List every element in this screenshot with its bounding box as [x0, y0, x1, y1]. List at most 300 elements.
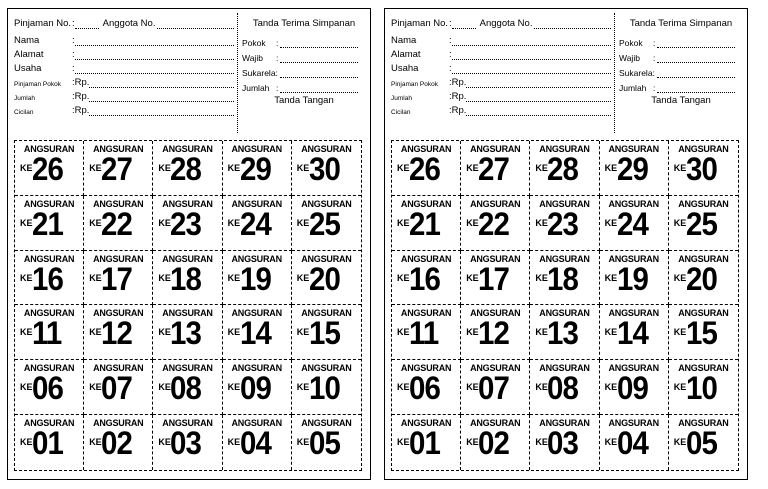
coupon-number: 13: [547, 315, 579, 352]
coupon-heading: ANGSURAN: [301, 253, 352, 264]
installment-grid: [391, 140, 739, 471]
coupon-prefix: KE: [397, 327, 410, 338]
coupon-heading: ANGSURAN: [231, 308, 282, 319]
coupon-prefix: KE: [466, 327, 479, 338]
name-label: Nama: [391, 35, 417, 46]
coupon-heading: ANGSURAN: [608, 418, 659, 429]
coupon-number: 21: [32, 205, 63, 242]
coupon-prefix: KE: [466, 217, 479, 228]
coupon-heading: ANGSURAN: [539, 253, 590, 264]
coupon-prefix: KE: [296, 437, 310, 448]
installment-coupon: [392, 305, 461, 360]
coupon-number: 29: [239, 151, 271, 187]
coupon-heading: ANGSURAN: [301, 363, 352, 374]
business-field: [75, 65, 234, 74]
installment-coupon: [669, 415, 738, 470]
coupon-prefix: KE: [227, 382, 241, 393]
installment-coupon: [530, 141, 599, 196]
installment-coupon: [223, 415, 292, 470]
coupon-heading: ANGSURAN: [231, 418, 282, 429]
coupon-prefix: KE: [535, 437, 548, 448]
wajib-row: Wajib :: [242, 48, 366, 63]
installment-label: Cicilan: [391, 109, 411, 116]
coupon-prefix: KE: [673, 327, 687, 338]
coupon-prefix: KE: [466, 163, 479, 173]
coupon-heading: ANGSURAN: [162, 363, 213, 374]
coupon-number: 22: [101, 205, 133, 242]
sukarela-row: [242, 63, 366, 78]
total-label: Jumlah: [391, 95, 412, 102]
coupon-heading: ANGSURAN: [678, 198, 729, 209]
coupon-number: 17: [101, 260, 133, 297]
wajib-label: Wajib: [619, 53, 640, 63]
installment-coupon: [600, 251, 669, 306]
installment-coupon: [530, 360, 599, 415]
coupon-heading: ANGSURAN: [23, 198, 75, 209]
coupon-prefix: KE: [20, 272, 33, 283]
jumlah-label: Jumlah: [619, 83, 647, 93]
coupon-prefix: KE: [673, 217, 687, 228]
total-field: [89, 93, 234, 102]
total-label: Jumlah: [14, 95, 35, 102]
coupon-number: 04: [616, 425, 648, 462]
coupon-number: 07: [101, 370, 133, 407]
coupon-prefix: KE: [158, 382, 171, 393]
name-row: Nama :: [14, 32, 236, 46]
name-field: [452, 37, 611, 46]
coupon-heading: ANGSURAN: [470, 253, 521, 264]
coupon-number: 02: [478, 425, 510, 462]
coupon-number: 01: [409, 425, 440, 462]
business-row: Usaha :: [14, 60, 236, 74]
principal-field: [89, 79, 234, 88]
coupon-heading: ANGSURAN: [231, 144, 282, 154]
coupon-number: 04: [239, 425, 271, 462]
wajib-label: Wajib: [242, 53, 263, 63]
coupon-prefix: KE: [89, 217, 102, 228]
coupon-heading: ANGSURAN: [608, 198, 659, 209]
coupon-prefix: KE: [673, 272, 687, 283]
coupon-prefix: KE: [296, 327, 310, 338]
installment-row: Cicilan :Rp.: [391, 102, 613, 116]
installment-coupon: [600, 305, 669, 360]
installment-coupon: [669, 196, 738, 251]
coupon-prefix: KE: [466, 382, 479, 393]
installment-coupon: [292, 141, 361, 196]
installment-coupon: [461, 251, 530, 306]
coupon-number: 12: [101, 315, 133, 352]
coupon-number: 20: [308, 260, 340, 297]
coupon-number: 26: [409, 151, 440, 187]
coupon-heading: ANGSURAN: [231, 253, 282, 264]
coupon-prefix: KE: [535, 163, 548, 173]
coupon-prefix: KE: [296, 163, 310, 173]
coupon-heading: ANGSURAN: [23, 144, 75, 154]
coupon-heading: ANGSURAN: [23, 363, 75, 374]
coupon-heading: ANGSURAN: [400, 253, 452, 264]
installment-coupon: [392, 360, 461, 415]
section-divider: [237, 13, 238, 133]
coupon-heading: ANGSURAN: [608, 144, 659, 154]
jumlah-row: Jumlah :: [619, 78, 743, 93]
coupon-heading: ANGSURAN: [162, 308, 213, 319]
name-label: Nama: [14, 35, 40, 46]
coupon-number: 25: [308, 205, 340, 242]
coupon-heading: ANGSURAN: [608, 308, 659, 319]
installment-coupon: [669, 141, 738, 196]
installment-coupon: [15, 415, 84, 470]
coupon-heading: ANGSURAN: [23, 308, 75, 319]
coupon-prefix: KE: [158, 272, 171, 283]
coupon-heading: ANGSURAN: [470, 198, 521, 209]
coupon-prefix: KE: [296, 217, 310, 228]
wajib-field: [280, 55, 358, 63]
business-field: [452, 65, 611, 74]
installment-card-right: [384, 8, 748, 480]
loan-no-label: Pinjaman No.: [391, 18, 449, 29]
installment-coupon: [15, 196, 84, 251]
coupon-prefix: KE: [89, 327, 102, 338]
coupon-number: 28: [170, 151, 202, 187]
installment-coupon: [530, 305, 599, 360]
receipt-title: Tanda Terima Simpanan: [252, 18, 356, 29]
pokok-row: Pokok :: [242, 33, 366, 48]
coupon-heading: ANGSURAN: [162, 418, 213, 429]
member-no-field: [157, 20, 234, 29]
savings-receipt-section: [242, 15, 366, 106]
total-row: Jumlah :Rp.: [14, 88, 236, 102]
coupon-prefix: KE: [604, 163, 618, 173]
coupon-heading: ANGSURAN: [162, 253, 213, 264]
coupon-prefix: KE: [673, 382, 687, 393]
loan-no-label: Pinjaman No.: [14, 18, 72, 29]
coupon-prefix: KE: [397, 217, 410, 228]
coupon-number: 14: [616, 315, 648, 352]
member-no-label: Anggota No.: [479, 18, 533, 29]
coupon-heading: ANGSURAN: [93, 253, 144, 264]
pokok-row: Pokok :: [619, 33, 743, 48]
installment-coupon: [461, 305, 530, 360]
coupon-number: 22: [478, 205, 510, 242]
installment-coupon: [461, 360, 530, 415]
coupon-number: 09: [616, 370, 648, 407]
coupon-heading: ANGSURAN: [23, 418, 75, 429]
jumlah-field: [280, 85, 358, 93]
coupon-number: 30: [685, 151, 717, 187]
loan-no-field: [452, 20, 476, 29]
coupon-number: 11: [409, 315, 439, 352]
savings-receipt-section: [619, 15, 743, 106]
coupon-prefix: KE: [227, 217, 241, 228]
coupon-heading: ANGSURAN: [539, 144, 590, 154]
coupon-heading: ANGSURAN: [539, 418, 590, 429]
coupon-heading: ANGSURAN: [301, 418, 352, 429]
coupon-heading: ANGSURAN: [93, 144, 144, 154]
coupon-heading: ANGSURAN: [400, 363, 452, 374]
coupon-prefix: KE: [673, 437, 687, 448]
name-field: [75, 37, 234, 46]
coupon-number: 06: [409, 370, 440, 407]
principal-row: Pinjaman Pokok :Rp.: [14, 74, 236, 88]
coupon-prefix: KE: [535, 382, 548, 393]
installment-coupon: [153, 141, 222, 196]
coupon-number: 01: [32, 425, 63, 462]
coupon-prefix: KE: [227, 327, 241, 338]
section-divider: [614, 13, 615, 133]
address-label: Alamat: [391, 49, 421, 60]
business-row: Usaha :: [391, 60, 613, 74]
installment-coupon: [223, 305, 292, 360]
coupon-number: 10: [308, 370, 340, 407]
coupon-heading: ANGSURAN: [470, 363, 521, 374]
coupon-heading: ANGSURAN: [23, 253, 75, 264]
coupon-prefix: KE: [397, 382, 410, 393]
coupon-prefix: KE: [673, 163, 687, 173]
coupon-number: 12: [478, 315, 510, 352]
installment-coupon: [84, 415, 153, 470]
coupon-heading: ANGSURAN: [539, 308, 590, 319]
coupon-heading: ANGSURAN: [539, 363, 590, 374]
coupon-heading: ANGSURAN: [470, 308, 521, 319]
pokok-field: [657, 40, 735, 48]
coupon-number: 24: [239, 205, 271, 242]
coupon-number: 10: [685, 370, 717, 407]
coupon-prefix: KE: [227, 163, 241, 173]
installment-coupon: [600, 141, 669, 196]
coupon-prefix: KE: [397, 437, 410, 448]
coupon-prefix: KE: [89, 272, 102, 283]
coupon-number: 30: [308, 151, 340, 187]
coupon-prefix: KE: [227, 437, 241, 448]
coupon-number: 18: [547, 260, 579, 297]
pokok-label: Pokok: [619, 38, 643, 48]
wajib-row: Wajib :: [619, 48, 743, 63]
coupon-prefix: KE: [20, 327, 33, 338]
installment-coupon: [669, 360, 738, 415]
installment-coupon: [153, 360, 222, 415]
loan-info-section: [391, 15, 613, 116]
pokok-field: [280, 40, 358, 48]
installment-coupon: [530, 196, 599, 251]
coupon-prefix: KE: [466, 272, 479, 283]
installment-coupon: [530, 251, 599, 306]
coupon-number: 15: [308, 315, 340, 352]
total-row: Jumlah :Rp.: [391, 88, 613, 102]
coupon-heading: ANGSURAN: [231, 363, 282, 374]
coupon-prefix: KE: [535, 217, 548, 228]
address-row: Alamat :: [14, 46, 236, 60]
coupon-number: 18: [170, 260, 202, 297]
coupon-number: 25: [685, 205, 717, 242]
installment-card-left: [7, 8, 371, 480]
coupon-number: 15: [685, 315, 717, 352]
installment-coupon: [600, 415, 669, 470]
coupon-prefix: KE: [20, 217, 33, 228]
sukarela-label: Sukarela:: [242, 68, 278, 78]
address-field: [75, 51, 234, 60]
coupon-heading: ANGSURAN: [93, 198, 144, 209]
jumlah-row: Jumlah :: [242, 78, 366, 93]
coupon-prefix: KE: [158, 163, 171, 173]
installment-coupon: [461, 415, 530, 470]
coupon-number: 16: [32, 260, 63, 297]
sukarela-field: [280, 70, 358, 78]
coupon-heading: ANGSURAN: [608, 253, 659, 264]
coupon-prefix: KE: [158, 437, 171, 448]
installment-coupon: [223, 141, 292, 196]
installment-coupon: [461, 141, 530, 196]
installment-coupon: [223, 360, 292, 415]
installment-coupon: [84, 360, 153, 415]
coupon-heading: ANGSURAN: [400, 198, 452, 209]
pokok-label: Pokok: [242, 38, 266, 48]
installment-coupon: [600, 360, 669, 415]
coupon-prefix: KE: [535, 272, 548, 283]
coupon-number: 20: [685, 260, 717, 297]
installment-coupon: [84, 196, 153, 251]
coupon-prefix: KE: [158, 327, 171, 338]
coupon-number: 27: [478, 151, 510, 187]
coupon-number: 03: [547, 425, 579, 462]
coupon-heading: ANGSURAN: [231, 198, 282, 209]
wajib-field: [657, 55, 735, 63]
coupon-number: 23: [170, 205, 202, 242]
installment-coupon: [669, 305, 738, 360]
coupon-number: 16: [409, 260, 440, 297]
coupon-number: 09: [239, 370, 271, 407]
installment-grid: [14, 140, 362, 471]
sukarela-label: Sukarela:: [619, 68, 655, 78]
coupon-heading: ANGSURAN: [678, 308, 729, 319]
address-row: Alamat :: [391, 46, 613, 60]
coupon-number: 29: [616, 151, 648, 187]
installment-coupon: [223, 196, 292, 251]
installment-coupon: [84, 141, 153, 196]
coupon-number: 13: [170, 315, 202, 352]
principal-label: Pinjaman Pokok: [391, 81, 438, 88]
installment-coupon: [292, 305, 361, 360]
coupon-number: 05: [308, 425, 340, 462]
installment-coupon: [153, 415, 222, 470]
loan-member-row: Pinjaman No. : Anggota No.: [14, 15, 236, 29]
business-label: Usaha: [391, 63, 419, 74]
installment-coupon: [153, 196, 222, 251]
installment-coupon: [392, 415, 461, 470]
address-label: Alamat: [14, 49, 44, 60]
installment-coupon: [669, 251, 738, 306]
coupon-heading: ANGSURAN: [470, 418, 521, 429]
coupon-heading: ANGSURAN: [400, 144, 452, 154]
installment-coupon: [392, 251, 461, 306]
coupon-number: 27: [101, 151, 133, 187]
coupon-number: 08: [170, 370, 202, 407]
coupon-prefix: KE: [89, 382, 102, 393]
coupon-number: 24: [616, 205, 648, 242]
installment-coupon: [153, 251, 222, 306]
sukarela-row: [619, 63, 743, 78]
coupon-prefix: KE: [604, 272, 618, 283]
installment-coupon: [600, 196, 669, 251]
installment-coupon: [530, 415, 599, 470]
coupon-heading: ANGSURAN: [539, 198, 590, 209]
coupon-prefix: KE: [89, 163, 102, 173]
coupon-heading: ANGSURAN: [608, 363, 659, 374]
coupon-heading: ANGSURAN: [162, 144, 213, 154]
installment-row: Cicilan :Rp.: [14, 102, 236, 116]
installment-coupon: [153, 305, 222, 360]
coupon-heading: ANGSURAN: [162, 198, 213, 209]
loan-info-section: [14, 15, 236, 116]
coupon-prefix: KE: [535, 327, 548, 338]
installment-coupon: [15, 360, 84, 415]
coupon-number: 19: [616, 260, 648, 297]
coupon-prefix: KE: [466, 437, 479, 448]
coupon-number: 08: [547, 370, 579, 407]
coupon-number: 03: [170, 425, 202, 462]
coupon-prefix: KE: [604, 437, 618, 448]
principal-label: Pinjaman Pokok: [14, 81, 61, 88]
coupon-heading: ANGSURAN: [93, 363, 144, 374]
coupon-heading: ANGSURAN: [678, 253, 729, 264]
business-label: Usaha: [14, 63, 42, 74]
coupon-number: 14: [239, 315, 271, 352]
coupon-number: 23: [547, 205, 579, 242]
coupon-number: 05: [685, 425, 717, 462]
installment-coupon: [292, 196, 361, 251]
address-field: [452, 51, 611, 60]
member-no-field: [534, 20, 611, 29]
installment-coupon: [292, 360, 361, 415]
coupon-prefix: KE: [20, 163, 33, 173]
coupon-prefix: KE: [604, 217, 618, 228]
jumlah-field: [657, 85, 735, 93]
loan-member-row: Pinjaman No. : Anggota No.: [391, 15, 613, 29]
installment-coupon: [292, 415, 361, 470]
coupon-prefix: KE: [20, 382, 33, 393]
principal-row: Pinjaman Pokok :Rp.: [391, 74, 613, 88]
receipt-title: Tanda Terima Simpanan: [629, 18, 733, 29]
signature-label: Tanda Tangan: [274, 95, 334, 106]
name-row: Nama :: [391, 32, 613, 46]
installment-coupon: [223, 251, 292, 306]
signature-label: Tanda Tangan: [651, 95, 711, 106]
coupon-prefix: KE: [158, 217, 171, 228]
coupon-heading: ANGSURAN: [301, 198, 352, 209]
total-field: [466, 93, 611, 102]
coupon-number: 17: [478, 260, 510, 297]
coupon-prefix: KE: [604, 327, 618, 338]
coupon-heading: ANGSURAN: [400, 418, 452, 429]
coupon-heading: ANGSURAN: [93, 308, 144, 319]
member-no-label: Anggota No.: [102, 18, 156, 29]
coupon-number: 11: [32, 315, 62, 352]
coupon-heading: ANGSURAN: [301, 308, 352, 319]
coupon-prefix: KE: [397, 272, 410, 283]
sukarela-field: [657, 70, 735, 78]
installment-coupon: [292, 251, 361, 306]
installment-field: [89, 107, 234, 116]
coupon-heading: ANGSURAN: [678, 418, 729, 429]
coupon-prefix: KE: [397, 163, 410, 173]
jumlah-label: Jumlah: [242, 83, 270, 93]
coupon-prefix: KE: [296, 382, 310, 393]
coupon-prefix: KE: [20, 437, 33, 448]
installment-coupon: [15, 251, 84, 306]
coupon-number: 28: [547, 151, 579, 187]
coupon-number: 07: [478, 370, 510, 407]
coupon-heading: ANGSURAN: [400, 308, 452, 319]
coupon-prefix: KE: [227, 272, 241, 283]
